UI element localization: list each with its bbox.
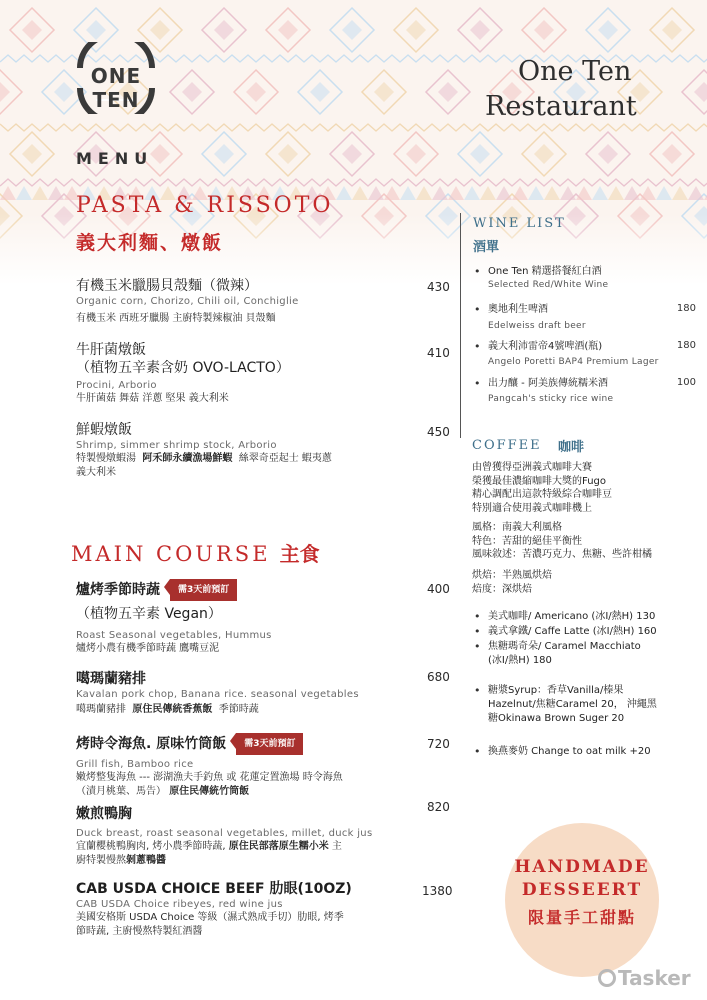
coffee-oat-milk: [474, 745, 699, 759]
coffee-profile-line: 風格：南義大利風格: [472, 522, 562, 533]
coffee-roast-line: 烘焙：半熟風烘焙: [472, 570, 552, 581]
coffee-drink: [474, 610, 699, 624]
coffee-intro-line: 由曾獲得亞洲義式咖啡大賽: [472, 462, 592, 473]
ingredient-highlight: 阿禾師永續漁場鮮蝦: [142, 453, 233, 464]
ingredient-text: 季節時蔬: [218, 704, 259, 715]
item-ingredients-cont: [76, 785, 406, 799]
coffee-drink-text: • 焦糖瑪奇朵/ Caramel Macchiato: [488, 641, 641, 652]
wine-list-title-zh: 酒單: [473, 240, 500, 255]
wine-list-title-en: WINE LIST: [473, 216, 566, 231]
item-english: Organic corn, Chorizo, Chili oil, Conchiglie: [76, 296, 299, 307]
ingredient-text: 噶瑪蘭豬排: [76, 704, 126, 715]
syrup-text: Hazelnut/焦糖Caramel 20， 沖繩黑: [488, 699, 657, 710]
syrup-text: • 糖漿Syrup：香草Vanilla/榛果: [488, 685, 624, 696]
item-english: Shrimp, simmer shrimp stock, Arborio: [76, 440, 277, 451]
main-title-en: MAIN COURSE: [71, 542, 271, 566]
coffee-drink: [474, 640, 699, 668]
watermark: [598, 966, 691, 990]
dessert-badge: [505, 823, 659, 977]
item-name: 有機玉米臘腸貝殼麵（微辣）: [76, 278, 258, 294]
coffee-title-en: COFFEE: [472, 438, 542, 453]
dessert-line1: HANDMADE: [514, 857, 650, 877]
item-price: 450: [427, 425, 450, 439]
item-ingredients: [76, 452, 396, 466]
item-price: 430: [427, 280, 450, 294]
coffee-intro-line: 榮獲最佳濃縮咖啡大獎的Fugo: [472, 475, 607, 487]
oat-milk-text: • 換燕麥奶 Change to oat milk +20: [488, 746, 651, 757]
item-name: [76, 733, 406, 755]
item-ingredients: [76, 840, 386, 854]
wine-name: • 奧地利生啤酒: [488, 304, 548, 315]
coffee-intro: [472, 461, 697, 515]
item-ingredients-cont: 義大利米: [76, 467, 116, 478]
item-name-text: 烤時令海魚. 原味竹筒飯: [76, 736, 227, 752]
dessert-line3: 限量手工甜點: [527, 908, 636, 927]
restaurant-name-line1: One Ten: [518, 56, 632, 87]
ingredient-text: （漬月桃葉、馬告）: [76, 786, 166, 797]
watermark-text: Tasker: [618, 966, 691, 990]
ingredient-text: 宜蘭櫻桃鴨胸肉, 烤小農季節時蔬,: [76, 841, 226, 852]
dessert-line2: DESSEERT: [521, 880, 643, 900]
ingredient-text: 絲翠奇亞起士 蝦夷蔥: [238, 453, 332, 464]
item-ingredients: 爐烤小農有機季節時蔬 鷹嘴豆泥: [76, 643, 220, 654]
wine-name: • One Ten 精選搭餐紅白酒: [488, 266, 602, 277]
item-ingredients-cont: 節時蔬, 主廚慢熬特製紅酒醬: [76, 926, 203, 937]
coffee-roast: [472, 569, 697, 596]
menu-heading: MENU: [76, 149, 154, 168]
item-subname: （植物五辛素含奶 OVO-LACTO）: [76, 360, 290, 376]
syrup-text: 糖Okinawa Brown Suger 20: [488, 713, 625, 724]
wine-english: Pangcah's sticky rice wine: [488, 394, 614, 404]
ingredient-text: 主: [331, 841, 342, 852]
ingredient-highlight: 原住民傳統竹筒飯: [169, 786, 250, 797]
item-price: 680: [427, 670, 450, 684]
menu-item-ribeye: [76, 880, 406, 939]
menu-item-shrimp-risotto: [76, 421, 396, 480]
menu-item-corn-conchiglie: [76, 277, 396, 326]
coffee-title-zh: 咖啡: [558, 440, 585, 455]
wine-english: Angelo Poretti BAP4 Premium Lager: [488, 357, 659, 367]
item-english: CAB USDA Choice ribeyes, red wine jus: [76, 899, 283, 910]
item-name: 嫩煎鴨胸: [76, 806, 132, 822]
menu-item-duck-breast: [76, 805, 386, 868]
wine-price: 100: [676, 377, 696, 388]
column-divider: [460, 213, 461, 438]
main-course-title: [71, 538, 320, 567]
ingredient-highlight: 原住民部落原生糯小米: [228, 841, 329, 852]
item-english: Duck breast, roast seasonal vegetables, millet, duck jus: [76, 828, 373, 839]
restaurant-name-line2: Restaurant: [485, 91, 637, 122]
item-ingredients: 牛肝菌菇 舞菇 洋蔥 堅果 義大利米: [76, 393, 229, 404]
wine-item: [474, 303, 699, 333]
coffee-drink-text: • 美式咖啡/ Americano (冰I/熱H) 130: [488, 611, 656, 622]
item-name: 噶瑪蘭豬排: [76, 671, 146, 687]
preorder-badge: 需3天前預訂: [170, 579, 237, 601]
item-english: Kavalan pork chop, Banana rice. seasonal vegetables: [76, 689, 359, 700]
item-ingredients-cont: [76, 854, 386, 868]
wine-price: 180: [676, 303, 696, 314]
logo-text: ONE TEN: [90, 64, 142, 112]
item-name-text: 爐烤季節時蔬: [76, 582, 160, 598]
menu-item-kavalan-pork: [76, 670, 396, 717]
coffee-roast-line: 焙度：深烘焙: [472, 583, 532, 595]
item-price: 1380: [422, 884, 453, 898]
item-price: 720: [427, 737, 450, 751]
coffee-intro-line: 精心調配出這款特級綜合咖啡豆: [472, 489, 612, 500]
item-english: Procini, Arborio: [76, 380, 157, 391]
preorder-badge: 需3天前預訂: [236, 733, 303, 755]
wine-price: 180: [676, 340, 696, 351]
item-name: 牛肝菌燉飯: [76, 342, 146, 358]
wine-item: [474, 377, 699, 406]
wine-name: • 義大利沛雷帝4號啤酒(瓶): [488, 341, 603, 352]
item-english: Grill fish, Bamboo rice: [76, 759, 194, 770]
pasta-title-en: PASTA & RISSOTO: [76, 193, 334, 218]
coffee-intro-line: 特別適合使用義式咖啡機上: [472, 502, 592, 514]
item-name: [76, 579, 396, 601]
coffee-profile-line: 風味敘述：苦濃巧克力、焦糖、些許柑橘: [472, 549, 652, 560]
item-ingredients: 嫩烤整隻海魚 --- 澎湖漁夫手釣魚 或 花蓮定置漁場 時令海魚: [76, 772, 343, 783]
ingredient-highlight: 剝蔥鴨醬: [126, 855, 166, 866]
item-subname: （植物五辛素 Vegan）: [76, 606, 222, 622]
coffee-syrup: [474, 684, 699, 726]
wine-item: [474, 340, 699, 369]
ingredient-highlight: 原住民傳統香蕉飯: [132, 704, 213, 715]
ingredient-text: 特製慢燉蝦湯: [76, 453, 136, 464]
coffee-drink-text: (冰I/熱H) 180: [488, 655, 552, 666]
item-price: 400: [427, 582, 450, 596]
menu-item-porcini-risotto: [76, 341, 396, 406]
coffee-profile-line: 特色：苦甜的絕佳平衡性: [472, 535, 582, 547]
wine-english: Selected Red/White Wine: [488, 280, 609, 290]
menu-item-roast-vegetables: [76, 579, 396, 656]
wine-item: [474, 265, 699, 292]
main-title-zh: 主食: [279, 542, 320, 566]
pasta-title-zh: 義大利麵、燉飯: [76, 232, 224, 254]
item-english: Roast Seasonal vegetables, Hummus: [76, 630, 272, 641]
item-name: CAB USDA CHOICE BEEF 肋眼(10OZ): [76, 881, 352, 897]
item-ingredients: [76, 703, 396, 717]
item-ingredients: 有機玉米 西班牙臘腸 主廚特製辣椒油 貝殼麵: [76, 313, 276, 324]
item-name: 鮮蝦燉飯: [76, 422, 132, 438]
coffee-drink-text: • 義式拿鐵/ Caffe Latte (冰I/熱H) 160: [488, 626, 657, 637]
restaurant-logo: [66, 42, 166, 114]
item-ingredients: 美國安格斯 USDA Choice 等級（濕式熟成手切）肋眼, 烤季: [76, 912, 344, 923]
item-price: 410: [427, 346, 450, 360]
item-price: 820: [427, 800, 450, 814]
coffee-profile: [472, 521, 697, 562]
wine-name: • 出力釀 - 阿美族傳統糯米酒: [488, 378, 608, 389]
tasker-icon: [598, 969, 616, 987]
coffee-drink: [474, 625, 699, 639]
ingredient-text: 廚特製慢熬: [76, 855, 126, 866]
menu-item-grill-fish: [76, 733, 406, 799]
wine-english: Edelweiss draft beer: [488, 321, 586, 331]
